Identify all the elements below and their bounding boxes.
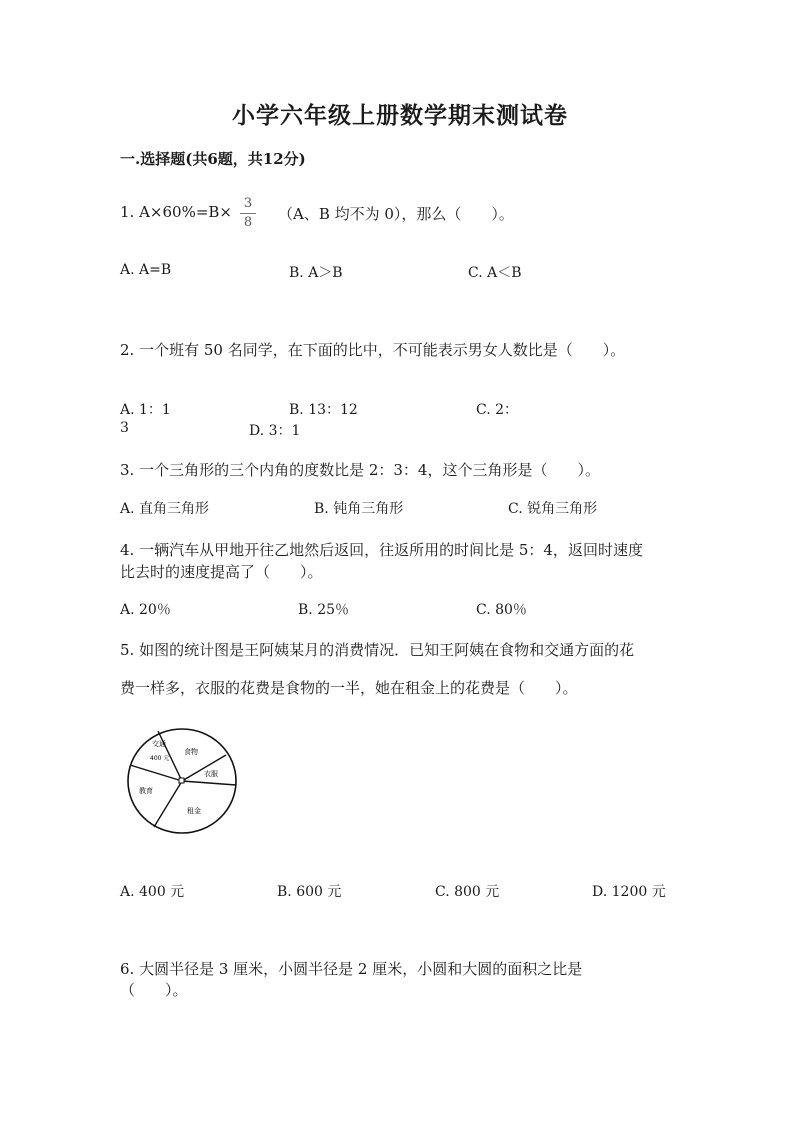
q1-option-b: B. A＞B bbox=[289, 265, 343, 281]
q1-frac-denominator: 8 bbox=[243, 215, 253, 230]
q2-option-c: C. 2： bbox=[476, 402, 519, 418]
page-title: 小学六年级上册数学期末测试卷 bbox=[232, 102, 568, 129]
pie-label-food: 食物 bbox=[184, 748, 198, 756]
q2-option-b: B. 13：12 bbox=[289, 402, 358, 418]
q1-fraction bbox=[238, 196, 258, 231]
q1-prefix: 1. A×60%=B× bbox=[120, 203, 232, 221]
q5-option-b: B. 600 元 bbox=[277, 884, 342, 900]
expense-pie-chart bbox=[126, 727, 238, 835]
pie-label-rent: 租金 bbox=[187, 807, 201, 815]
q1-suffix: （A、B 均不为 0），那么（ ）。 bbox=[278, 205, 514, 223]
q5-option-c: C. 800 元 bbox=[435, 884, 500, 900]
pie-label-traffic: 交通 bbox=[152, 740, 166, 748]
q2-option-a: A. 1：1 bbox=[120, 402, 171, 418]
q6-line2: （ ）。 bbox=[120, 981, 188, 999]
pie-divider-traffic-education bbox=[130, 765, 182, 781]
q4-option-c: C. 80％ bbox=[476, 602, 527, 618]
pie-label-traffic-amount: 400 元 bbox=[150, 755, 170, 762]
pie-center-mark bbox=[179, 778, 184, 783]
q1-frac-numerator: 3 bbox=[243, 196, 253, 211]
q2-option-c-continued: 3 bbox=[120, 420, 129, 436]
q5-option-d: D. 1200 元 bbox=[592, 884, 666, 900]
q4-option-a: A. 20％ bbox=[120, 602, 171, 618]
q3-option-a: A. 直角三角形 bbox=[120, 501, 210, 517]
q4-option-b: B. 25％ bbox=[298, 602, 350, 618]
q3-option-c: C. 锐角三角形 bbox=[508, 501, 598, 517]
q5-line2: 费一样多，衣服的花费是食物的一半，她在租金上的花费是（ ）。 bbox=[120, 679, 578, 697]
q4-line2: 比去时的速度提高了（ ）。 bbox=[120, 563, 323, 581]
q2-option-d: D. 3：1 bbox=[249, 423, 301, 439]
q2-text: 2. 一个班有 50 名同学，在下面的比中，不可能表示男女人数比是（ ）。 bbox=[120, 341, 626, 359]
q5-option-a: A. 400 元 bbox=[120, 884, 185, 900]
pie-label-education: 教育 bbox=[139, 787, 153, 795]
q1-option-a: A. A=B bbox=[120, 262, 172, 278]
pie-label-clothes: 衣服 bbox=[204, 770, 218, 778]
q3-text: 3. 一个三角形的三个内角的度数比是 2：3：4，这个三角形是（ ）。 bbox=[120, 461, 600, 479]
section-heading: 一.选择题(共6题，共12分) bbox=[120, 150, 306, 168]
fraction-bar bbox=[240, 213, 256, 214]
q4-line1: 4. 一辆汽车从甲地开往乙地然后返回，往返所用的时间比是 5：4，返回时速度 bbox=[120, 541, 643, 559]
q1-option-c: C. A＜B bbox=[468, 265, 522, 281]
pie-divider-clothes-rent bbox=[182, 781, 236, 785]
pie-divider-rent-education bbox=[154, 781, 182, 827]
q6-line1: 6. 大圆半径是 3 厘米，小圆半径是 2 厘米，小圆和大圆的面积之比是 bbox=[120, 960, 583, 978]
q5-line1: 5. 如图的统计图是王阿姨某月的消费情况．已知王阿姨在食物和交通方面的花 bbox=[120, 641, 635, 659]
q3-option-b: B. 钝角三角形 bbox=[314, 501, 404, 517]
